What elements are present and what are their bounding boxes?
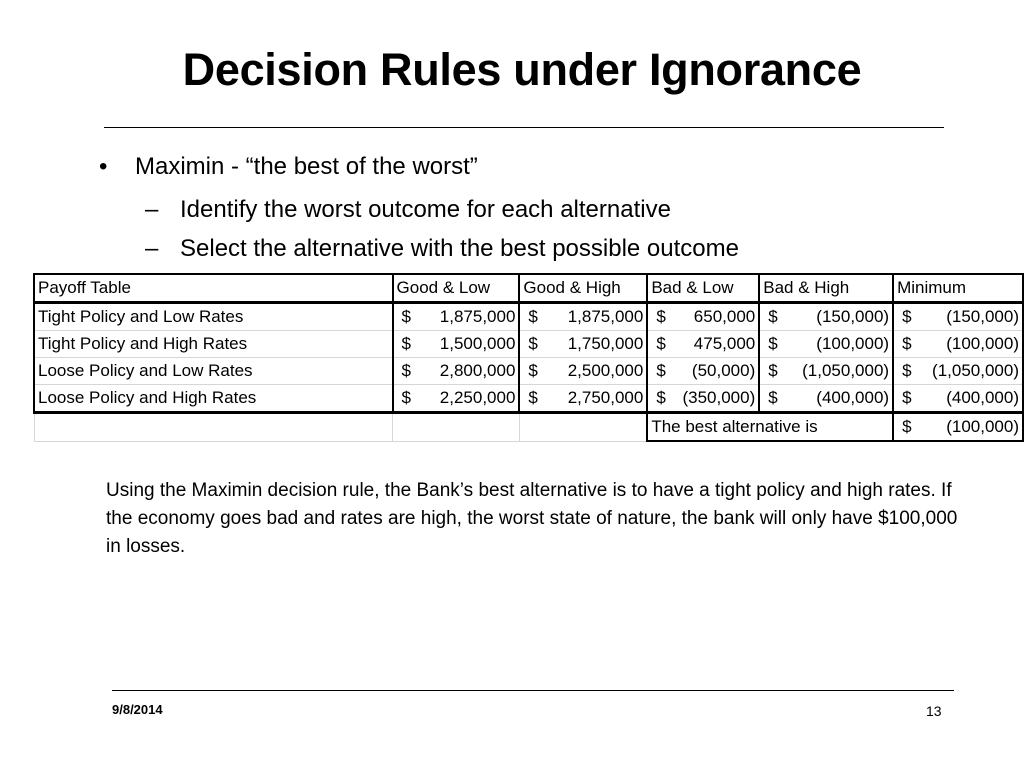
sub-bullet-marker: –: [145, 235, 159, 262]
cell-good-low: $ 1,500,000: [393, 331, 520, 358]
cell-bad-high: $ (1,050,000): [759, 358, 893, 385]
table-row: [34, 358, 1023, 385]
best-alternative-label: The best alternative is: [647, 413, 893, 442]
cell-bad-high: $ (100,000): [759, 331, 893, 358]
slide-title: Decision Rules under Ignorance: [182, 44, 862, 95]
cell-bad-low: $ (50,000): [647, 358, 759, 385]
cell-minimum: $ (400,000): [893, 385, 1023, 413]
header-bad-low: Bad & Low: [647, 274, 759, 303]
cell-good-high: $ 1,875,000: [519, 303, 647, 331]
cell-bad-low: $ (350,000): [647, 385, 759, 413]
row-label: Tight Policy and Low Rates: [34, 303, 393, 331]
cell-bad-low: $ 650,000: [647, 303, 759, 331]
page-number: 13: [926, 703, 942, 719]
sub-bullet-text: Identify the worst outcome for each alternative: [180, 196, 671, 223]
header-good-low: Good & Low: [393, 274, 520, 303]
blank-cell: [519, 413, 647, 442]
cell-good-high: $ 2,750,000: [519, 385, 647, 413]
header-good-high: Good & High: [519, 274, 647, 303]
cell-good-low: $ 2,800,000: [393, 358, 520, 385]
explanation-text: Using the Maximin decision rule, the Bank’s best alternative is to have a tight policy and high rates. If the economy goes bad and rates are high, the worst state of nature, the bank will only have $100,000 in losses.: [106, 480, 958, 557]
best-alternative-row: [34, 413, 1023, 442]
cell-good-high: $ 1,750,000: [519, 331, 647, 358]
footer-divider: [112, 690, 954, 691]
table-header-row: [34, 274, 1023, 303]
cell-good-high: $ 2,500,000: [519, 358, 647, 385]
header-minimum: Minimum: [893, 274, 1023, 303]
cell-minimum: $ (100,000): [893, 331, 1023, 358]
title-divider: [104, 127, 944, 128]
blank-cell: [34, 413, 393, 442]
row-label: Loose Policy and Low Rates: [34, 358, 393, 385]
best-alternative-value: $ (100,000): [893, 413, 1023, 442]
header-bad-high: Bad & High: [759, 274, 893, 303]
cell-good-low: $ 2,250,000: [393, 385, 520, 413]
bullet-marker: •: [99, 153, 108, 180]
header-payoff-table: Payoff Table: [34, 274, 393, 303]
footer-date: 9/8/2014: [112, 702, 163, 717]
payoff-table: [33, 273, 1024, 442]
row-label: Tight Policy and High Rates: [34, 331, 393, 358]
row-label: Loose Policy and High Rates: [34, 385, 393, 413]
table-row: [34, 303, 1023, 331]
cell-minimum: $ (1,050,000): [893, 358, 1023, 385]
blank-cell: [393, 413, 520, 442]
sub-bullet-marker: –: [145, 196, 159, 223]
cell-good-low: $ 1,875,000: [393, 303, 520, 331]
cell-minimum: $ (150,000): [893, 303, 1023, 331]
table-row: [34, 331, 1023, 358]
cell-bad-high: $ (400,000): [759, 385, 893, 413]
cell-bad-high: $ (150,000): [759, 303, 893, 331]
bullet-text: Maximin - “the best of the worst”: [135, 153, 478, 180]
sub-bullet-text: Select the alternative with the best possible outcome: [180, 235, 739, 262]
cell-bad-low: $ 475,000: [647, 331, 759, 358]
table-row: [34, 385, 1023, 413]
